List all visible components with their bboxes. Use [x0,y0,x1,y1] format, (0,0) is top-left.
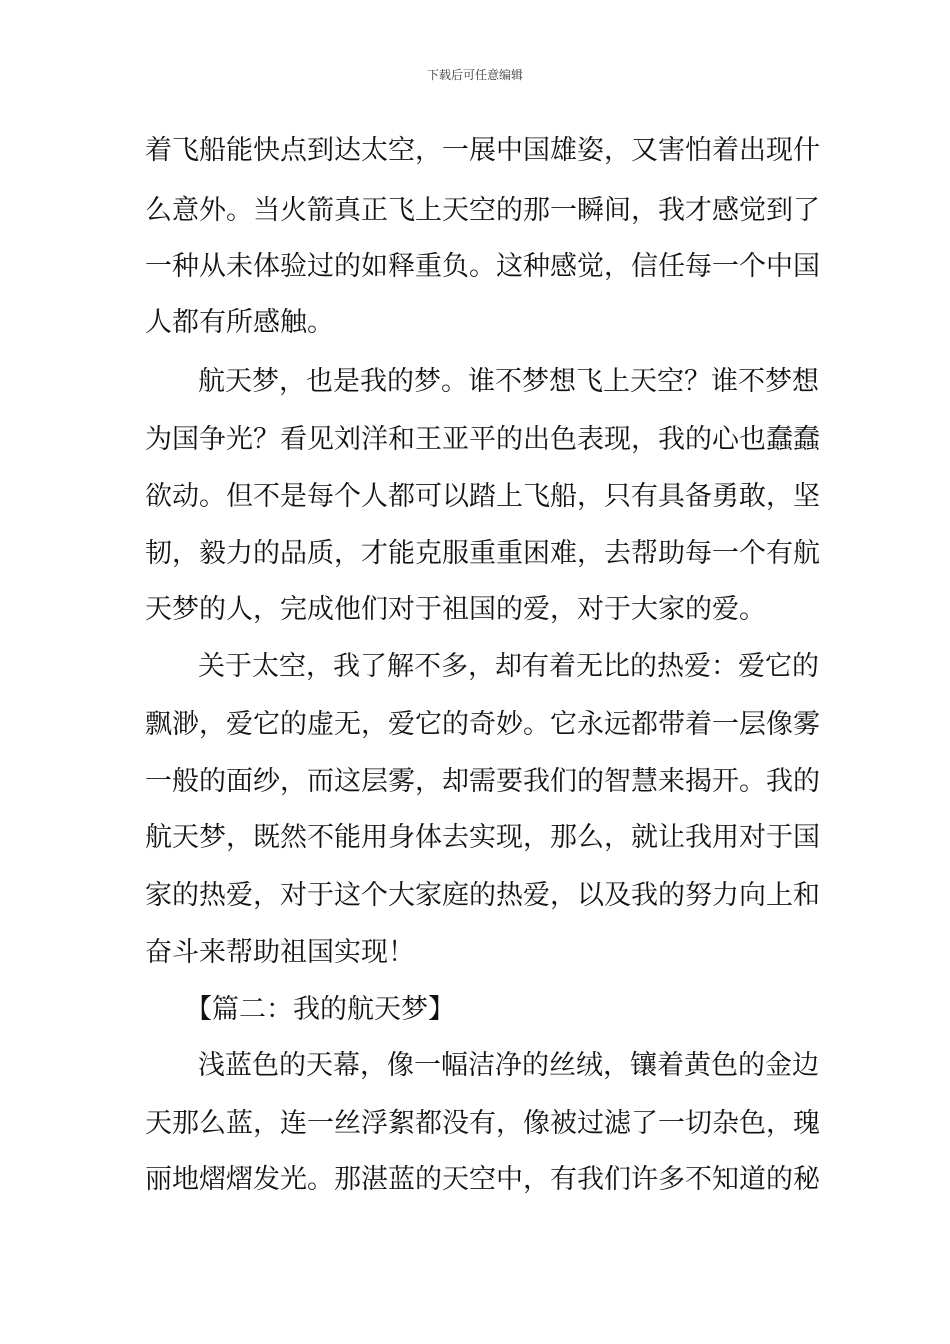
text-line: 韧，毅力的品质，才能克服重重困难，去帮助每一个有航 [145,538,820,569]
text-line: 着飞船能快点到达太空，一展中国雄姿，又害怕着出现什 [145,135,820,166]
text-line: 为国争光？看见刘洋和王亚平的出色表现，我的心也蠢蠢 [145,424,820,455]
text-line: 天梦的人，完成他们对于祖国的爱，对于大家的爱。 [145,594,766,625]
paragraph-first-line: 航天梦，也是我的梦。谁不梦想飞上天空？谁不梦想 [198,366,819,397]
text-line: 一种从未体验过的如释重负。这种感觉，信任每一个中国 [145,251,820,282]
text-line: 丽地熠熠发光。那湛蓝的天空中，有我们许多不知道的秘 [145,1164,820,1195]
text-line: 一般的面纱，而这层雾，却需要我们的智慧来揭开。我的 [145,766,820,797]
text-line: 么意外。当火箭真正飞上天空的那一瞬间，我才感觉到了 [145,195,820,226]
page-header: 下载后可任意编辑 [426,68,523,82]
text-line: 航天梦，既然不能用身体去实现，那么，就让我用对于国 [145,822,820,853]
section-heading: 【篇二：我的航天梦】 [185,994,455,1025]
text-line: 奋斗来帮助祖国实现！ [145,937,415,968]
text-line: 人都有所感触。 [145,307,334,338]
paragraph-first-line: 浅蓝色的天幕，像一幅洁净的丝绒，镶着黄色的金边 [198,1050,819,1081]
text-line: 飘渺，爱它的虚无，爱它的奇妙。它永远都带着一层像雾 [145,709,820,740]
paragraph-first-line: 关于太空，我了解不多，却有着无比的热爱：爱它的 [198,651,819,682]
text-line: 天那么蓝，连一丝浮絮都没有，像被过滤了一切杂色，瑰 [145,1108,820,1139]
text-line: 家的热爱，对于这个大家庭的热爱，以及我的努力向上和 [145,880,820,911]
text-line: 欲动。但不是每个人都可以踏上飞船，只有具备勇敢，坚 [145,481,820,512]
